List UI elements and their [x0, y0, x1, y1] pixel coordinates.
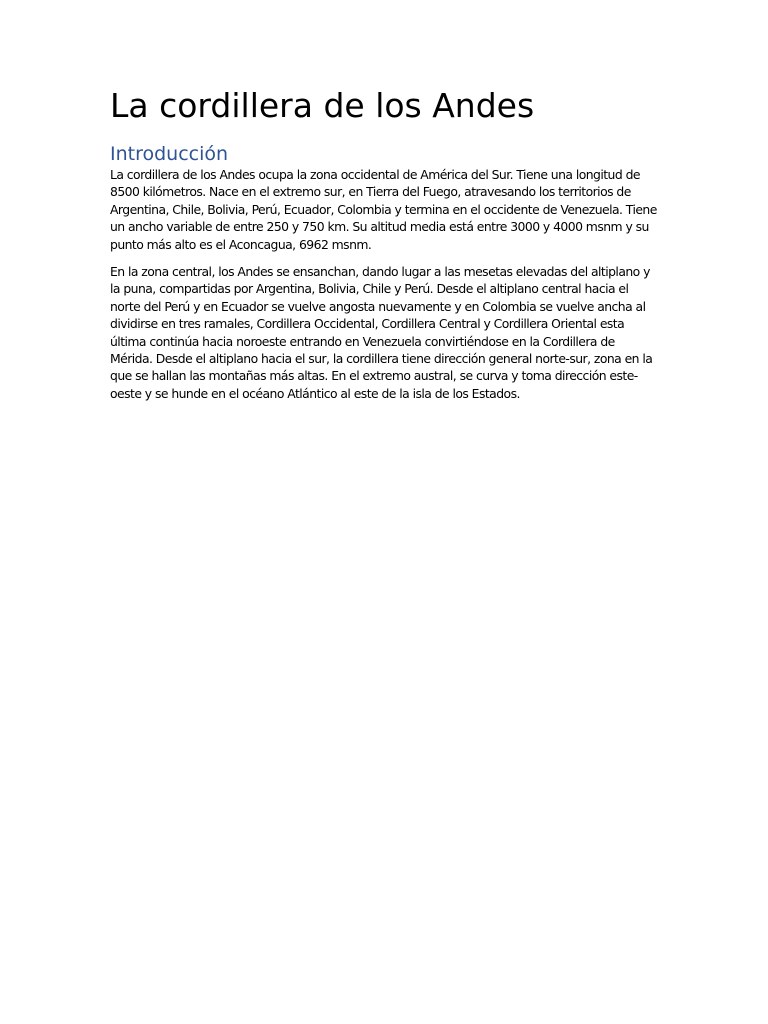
paragraph-intro: La cordillera de los Andes ocupa la zona occidental de América del Sur. Tiene una longitud de 8500 kilómetros. Nace en el extremo sur, en Tierra del Fuego, atravesando los territorios de Argentina, Chile, Bolivia, Perú, Ecuador, Colombia y termina en el occidente de Venezuela. Tiene un ancho variable de entre 250 y 750 km. Su altitud media está entre 3000 y 4000 msnm y su punto más alto es el Aconcagua, 6962 msnm. — [110, 167, 657, 252]
document-body — [110, 84, 658, 402]
document-title: La cordillera de los Andes — [110, 86, 535, 125]
paragraph-zona-central: En la zona central, los Andes se ensanchan, dando lugar a las mesetas elevadas del altiplano y la puna, compartidas por Argentina, Bolivia, Chile y Perú. Desde el altiplano central hacia el norte del Perú y en Ecuador se vuelve angosta nuevamente y en Colombia se vuelve ancha al dividirse en tres ramales, Cordillera Occidental, Cordillera Central y Cordillera Oriental esta última continúa hacia noroeste entrando en Venezuela convirtiéndose en la Cordillera de Mérida. Desde el altiplano hacia el sur, la cordillera tiene dirección general norte-sur, zona en la que se hallan las montañas más altas. En el extremo austral, se curva y toma dirección este-oeste y se hunde en el océano Atlántico al este de la isla de los Estados. — [110, 264, 653, 401]
section-heading-introduccion: Introducción — [110, 143, 229, 165]
